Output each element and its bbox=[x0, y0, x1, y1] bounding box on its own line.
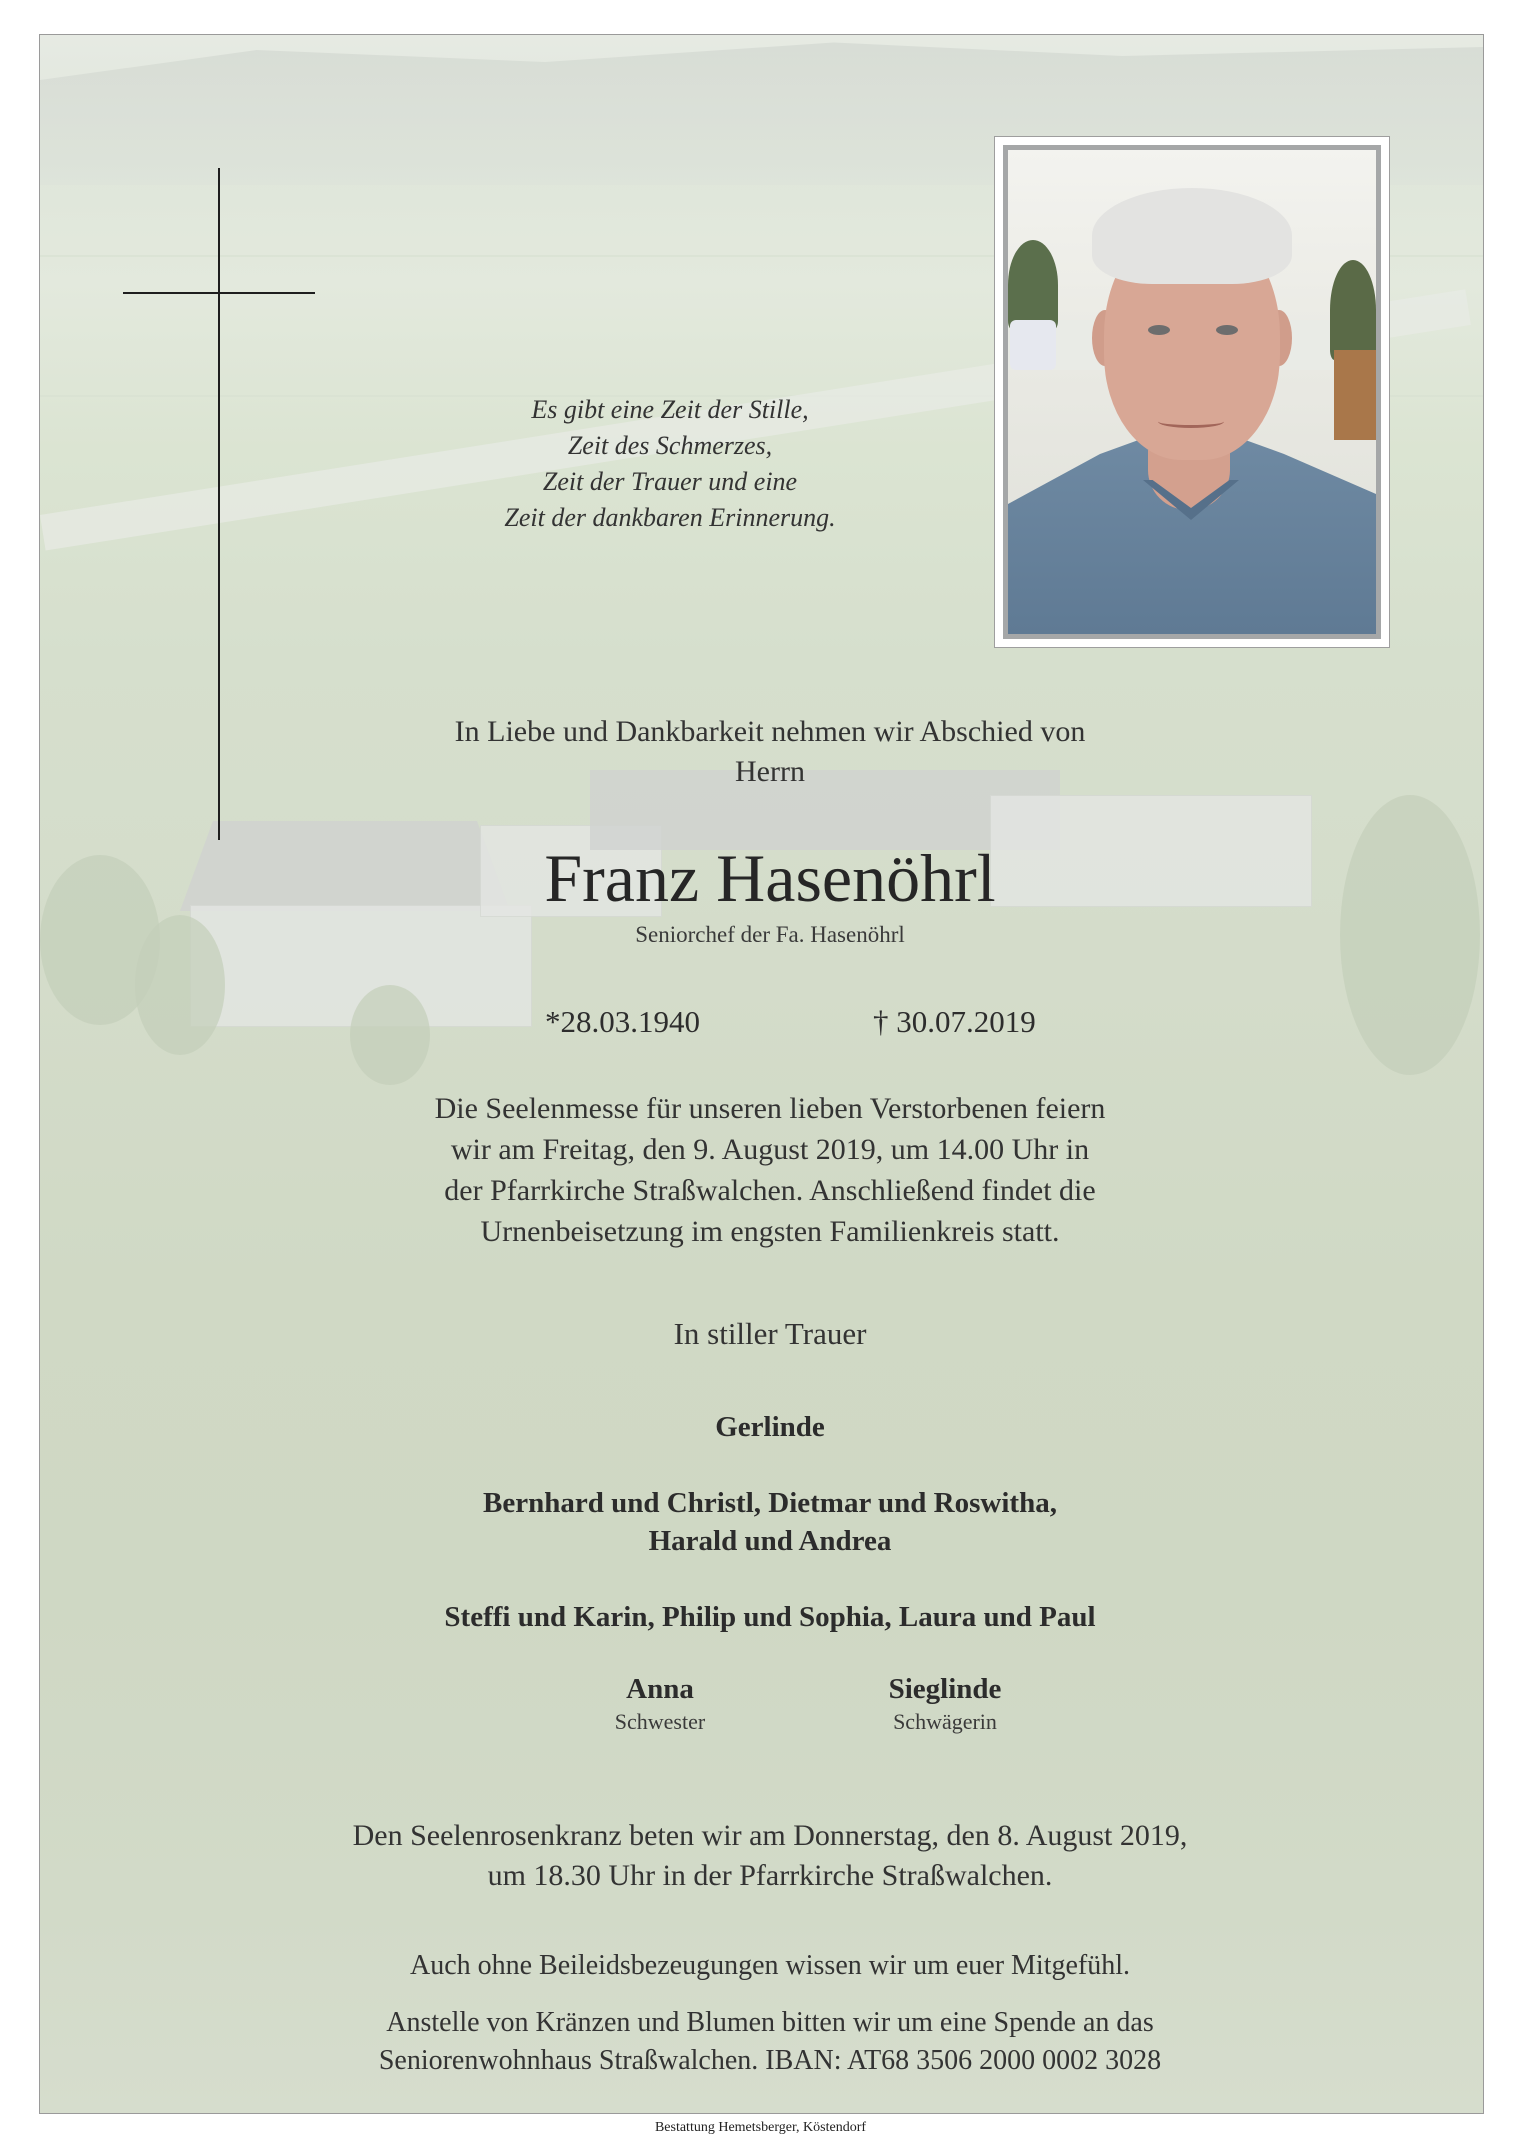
relative-name: Anna bbox=[626, 1673, 694, 1705]
mass-line: Die Seelenmesse für unseren lieben Verstorbenen feiern bbox=[434, 1092, 1106, 1125]
quote-line: Zeit der Trauer und eine bbox=[542, 467, 798, 496]
condolence-note: Auch ohne Beileidsbezeugungen wissen wir um euer Mitgefühl. bbox=[409, 1950, 1131, 1981]
donation-line: Seniorenwohnhaus Straßwalchen. IBAN: AT68 3506 2000 0002 3028 bbox=[378, 2045, 1162, 2076]
rosary-line: Den Seelenrosenkranz beten wir am Donnerstag, den 8. August 2019, bbox=[352, 1819, 1188, 1852]
mourning-heading: In stiller Trauer bbox=[673, 1316, 867, 1351]
children-line: Harald und Andrea bbox=[648, 1525, 892, 1557]
mass-line: der Pfarrkirche Straßwalchen. Anschließend findet die bbox=[444, 1174, 1096, 1207]
relative-sieglinde bbox=[845, 1670, 1045, 1736]
intro-line: In Liebe und Dankbarkeit nehmen wir Abschied von bbox=[454, 715, 1086, 748]
deceased-title: Seniorchef der Fa. Hasenöhrl bbox=[635, 922, 905, 947]
rosary-announcement bbox=[230, 1816, 1310, 1896]
cross-icon-bar bbox=[123, 292, 315, 294]
tree bbox=[1340, 795, 1480, 1075]
intro-line: Herrn bbox=[735, 755, 805, 788]
tree bbox=[350, 985, 430, 1085]
funeral-home-footer: Bestattung Hemetsberger, Köstendorf bbox=[654, 2120, 867, 2135]
relative-anna bbox=[560, 1670, 760, 1736]
children-line: Bernhard und Christl, Dietmar und Roswitha, bbox=[483, 1487, 1057, 1519]
children-names bbox=[330, 1484, 1210, 1560]
death-date: † 30.07.2019 bbox=[873, 1004, 1036, 1039]
mass-line: wir am Freitag, den 9. August 2019, um 14.00 Uhr in bbox=[450, 1133, 1090, 1166]
deceased-name: Franz Hasenöhrl bbox=[544, 840, 996, 916]
mass-line: Urnenbeisetzung im engsten Familienkreis statt. bbox=[480, 1215, 1060, 1248]
intro-text bbox=[330, 712, 1210, 792]
portrait-photo bbox=[994, 136, 1390, 648]
spouse-name: Gerlinde bbox=[715, 1411, 825, 1443]
cross-icon bbox=[218, 168, 220, 840]
portrait-image bbox=[1003, 145, 1381, 639]
quote-line: Zeit des Schmerzes, bbox=[567, 431, 773, 460]
rosary-line: um 18.30 Uhr in der Pfarrkirche Straßwalchen. bbox=[487, 1859, 1053, 1892]
quote-line: Es gibt eine Zeit der Stille, bbox=[531, 395, 809, 424]
quote-line: Zeit der dankbaren Erinnerung. bbox=[504, 503, 836, 532]
donation-line: Anstelle von Kränzen und Blumen bitten wir um eine Spende an das bbox=[386, 2007, 1154, 2038]
relative-name: Sieglinde bbox=[888, 1673, 1002, 1705]
mass-announcement bbox=[330, 1088, 1210, 1252]
tree bbox=[135, 915, 225, 1055]
grandchildren-names: Steffi und Karin, Philip und Sophia, Laura und Paul bbox=[444, 1601, 1096, 1633]
quote-block bbox=[330, 392, 1010, 536]
relative-role: Schwester bbox=[614, 1709, 706, 1734]
relative-role: Schwägerin bbox=[893, 1709, 997, 1734]
donation-note bbox=[230, 2004, 1310, 2080]
birth-date: *28.03.1940 bbox=[545, 1004, 700, 1039]
